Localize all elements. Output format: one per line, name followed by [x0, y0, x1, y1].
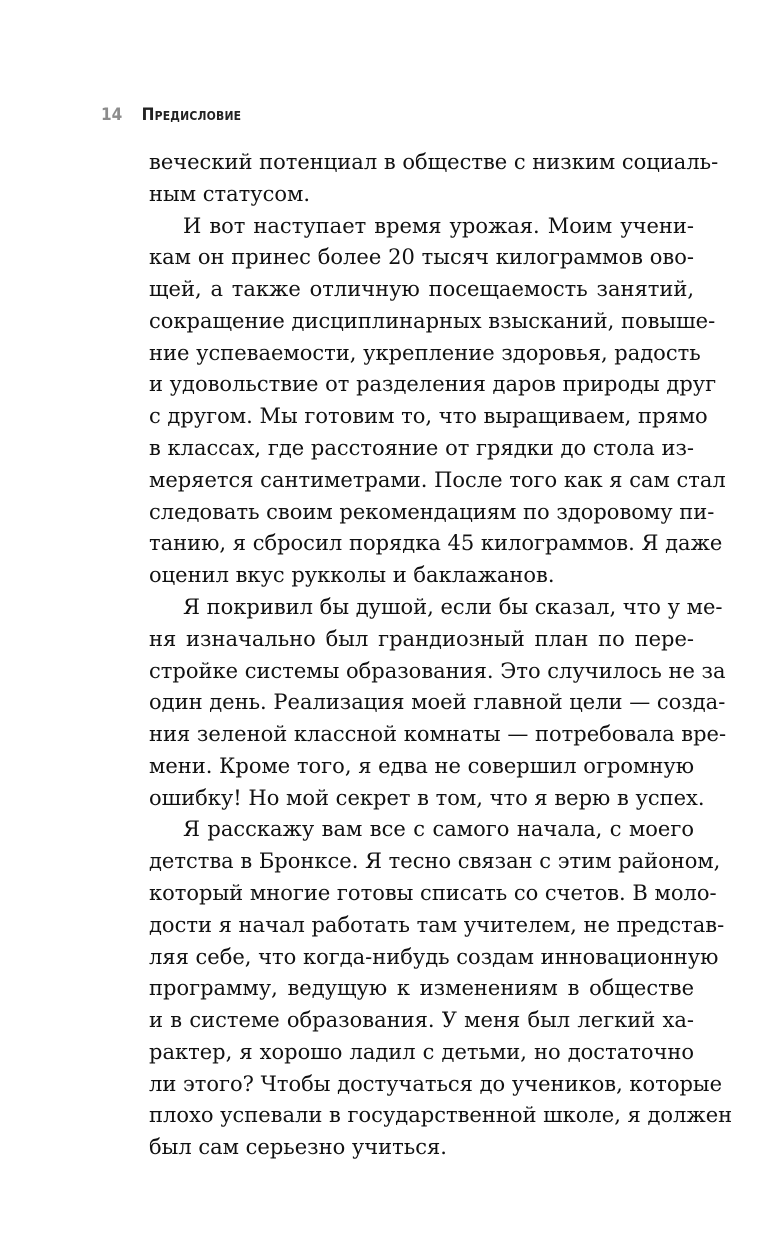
text-line: вечеcкий потенциал в обществе с низким социаль- — [149, 150, 719, 174]
paragraph — [149, 211, 726, 592]
text-line: стройке системы образования. Это случилось не за — [149, 658, 726, 683]
text-line: и удовольствие от разделения даров природы друг — [149, 372, 717, 397]
text-line: один день. Реализация моей главной цели — созда- — [149, 690, 726, 715]
section-title: Предисловие — [141, 105, 242, 125]
text-line: Я покривил бы душой, если бы сказал, что у ме- — [183, 594, 723, 619]
text-line: меряется сантиметрами. После того как я сам стал — [149, 467, 726, 492]
text-line: сокращение дисциплинарных взысканий, повыше- — [149, 308, 716, 333]
body-text — [149, 147, 733, 1164]
paragraph — [149, 592, 727, 814]
text-line: мени. Кроме того, я едва не совершил огромную — [149, 753, 694, 778]
text-line: следовать своим рекомендациям по здоровому пи- — [149, 499, 715, 524]
text-line: который многие готовы списать со счетов. В моло- — [149, 880, 717, 905]
text-line: ным статусом. — [149, 181, 311, 206]
text-line: И вот наступает время урожая. Моим учени- — [183, 213, 694, 238]
text-line: ние успеваемости, укрепление здоровья, радость — [149, 340, 701, 365]
text-line: Я расскажу вам все с самого начала, с моего — [183, 817, 694, 842]
text-line: ли этого? Чтобы достучаться до учеников, которые — [149, 1071, 723, 1096]
paragraph — [149, 147, 719, 211]
text-line: ошибку! Но мой секрет в том, что я верю в успех. — [149, 785, 705, 810]
text-line: плохо успевали в государственной школе, я должен — [149, 1103, 733, 1128]
text-line: с другом. Мы готовим то, что выращиваем, прямо — [149, 404, 708, 429]
text-line: щей, а также отличную посещаемость занятий, — [149, 277, 694, 302]
text-line: танию, я сбросил порядка 45 килограммов. Я даже — [149, 531, 723, 556]
text-line: в классах, где расстояние от грядки до стола из- — [149, 436, 694, 461]
text-line: ня изначально был грандиозный план по пере- — [149, 626, 694, 651]
text-line: ляя себе, что когда-нибудь создам инновационную — [149, 944, 719, 969]
text-line: был сам серьезно учиться. — [149, 1135, 447, 1160]
text-line: дости я начал работать там учителем, не представ- — [149, 912, 725, 937]
text-line: кам он принес более 20 тысяч килограммов ово- — [149, 245, 694, 270]
paragraph — [149, 814, 733, 1164]
text-line: оценил вкус рукколы и баклажанов. — [149, 563, 555, 588]
text-line: программу, ведущую к изменениям в обществе — [149, 976, 694, 1001]
text-line: детства в Бронксе. Я тесно связан с этим районом, — [149, 849, 721, 874]
text-line: и в системе образования. У меня был легкий ха- — [149, 1008, 694, 1033]
text-line: рактер, я хорошо ладил с детьми, но достаточно — [149, 1039, 694, 1064]
running-header — [101, 102, 241, 128]
page-number: 14 — [101, 105, 123, 125]
text-line: ния зеленой классной комнаты — потребовала вре- — [149, 722, 727, 747]
